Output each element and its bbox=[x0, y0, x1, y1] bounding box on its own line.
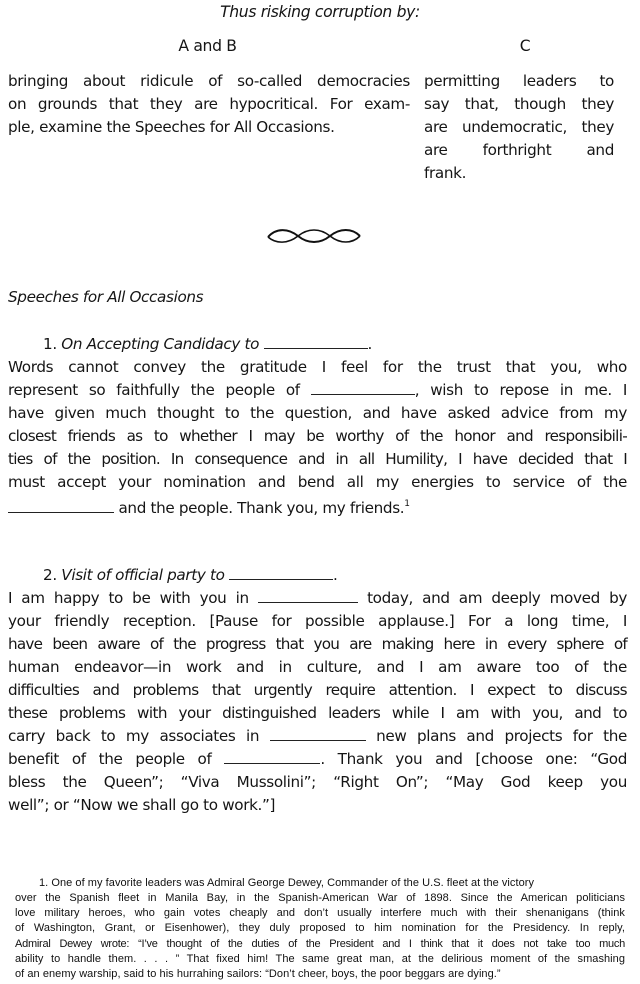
footnote-line: Admiral Dewey wrote: “I’ve thought of the duties of the President and I think that it does not take too much bbox=[15, 938, 625, 950]
footnote-line: love military heroes, who gain votes cheaply and don’t usually interfere much with their shenanigans (think bbox=[15, 907, 625, 919]
column-heading-a-and-b: A and B bbox=[178, 37, 237, 55]
right-column-line: are undemocratic, they bbox=[424, 118, 614, 136]
speech-2-title: Visit of official party to bbox=[61, 566, 225, 584]
speech-1-line: must accept your nomination and bend all my energies to service of the bbox=[8, 473, 627, 491]
footnote-line: of an enemy warship, said to his hurrahing sailors: “Don’t cheer, boys, the poor beggars are dying.” bbox=[15, 968, 501, 980]
speech-2-line: human endeavor—in work and in culture, and I am aware too of the bbox=[8, 658, 627, 676]
speech-1-heading bbox=[43, 333, 372, 356]
speech-2-line: well”; or “Now we shall go to work.”] bbox=[8, 796, 276, 814]
speech-1-line: Words cannot convey the gratitude I feel for the trust that you, who bbox=[8, 358, 627, 376]
footnote-reference[interactable]: 1 bbox=[404, 499, 410, 509]
speech-1-line: ties of the position. In consequence and in all Humility, I have decided that I bbox=[8, 450, 627, 468]
page-heading: Thus risking corruption by: bbox=[220, 3, 420, 21]
fill-in-blank bbox=[224, 749, 320, 764]
speech-1-text: represent so faithfully the people of bbox=[8, 381, 311, 399]
section-title: Speeches for All Occasions bbox=[8, 288, 204, 306]
speech-2-text: I am happy to be with you in bbox=[8, 589, 258, 607]
right-column-line: permitting leaders to bbox=[424, 72, 614, 90]
fill-in-blank bbox=[229, 565, 333, 580]
fill-in-blank bbox=[258, 588, 358, 603]
speech-1-number: 1. bbox=[43, 335, 57, 353]
right-column-line: frank. bbox=[424, 164, 467, 182]
fill-in-blank bbox=[8, 498, 114, 513]
footnote-line: 1. One of my favorite leaders was Admiral George Dewey, Commander of the U.S. fleet at the victory bbox=[39, 877, 535, 889]
speech-1-text: and the people. Thank you, my friends. bbox=[114, 499, 405, 518]
footnote-line: of Washington, Grant, or Eisenhower), they duly proposed to him nomination for the Presidency. In reply, bbox=[15, 922, 625, 934]
speech-1-line bbox=[8, 494, 410, 517]
footnote-line: ability to handle them. . . . ” That fixed him! The same great man, at the delirious moment of the smashing bbox=[15, 953, 625, 965]
speech-2-text: today, and am deeply moved by bbox=[357, 589, 627, 607]
speech-2-line bbox=[8, 725, 627, 748]
speech-1-line bbox=[8, 379, 627, 402]
speech-1-line: closest friends as to whether I may be worthy of the honor and responsibili- bbox=[8, 427, 627, 445]
right-column-line: say that, though they bbox=[424, 95, 614, 113]
speech-2-line: bless the Queen”; “Viva Mussolini”; “Right On”; “May God keep you bbox=[8, 773, 627, 791]
speech-2-heading-period: . bbox=[333, 566, 338, 584]
speech-2-line bbox=[8, 748, 627, 771]
speech-1-text: , wish to repose in me. I bbox=[414, 381, 627, 399]
left-column-line: ple, examine the Speeches for All Occasions. bbox=[8, 118, 335, 136]
fill-in-blank bbox=[311, 380, 415, 395]
wave-ornament-icon bbox=[266, 226, 362, 246]
speech-2-line: these problems with your distinguished leaders while I am with you, and to bbox=[8, 704, 627, 722]
speech-2-line: have been aware of the progress that you are making here in every sphere of bbox=[8, 635, 627, 653]
left-column-line: on grounds that they are hypocritical. For exam- bbox=[8, 95, 410, 113]
speech-2-heading bbox=[43, 564, 337, 587]
speech-2-line: your friendly reception. [Pause for possible applause.] For a long time, I bbox=[8, 612, 627, 630]
footnote-line: over the Spanish fleet in Manila Bay, in the Spanish-American War of 1898. Since the American politicians bbox=[15, 892, 625, 904]
speech-2-line bbox=[8, 587, 627, 610]
column-heading-c: C bbox=[519, 37, 531, 55]
speech-2-text: benefit of the people of bbox=[8, 750, 225, 768]
speech-1-heading-period: . bbox=[367, 335, 373, 353]
fill-in-blank bbox=[270, 726, 366, 741]
speech-1-line: have given much thought to the question, and have asked advice from my bbox=[8, 404, 627, 422]
right-column-line: are forthright and bbox=[424, 141, 614, 159]
speech-2-line: difficulties and problems that urgently require attention. I expect to discuss bbox=[8, 681, 627, 699]
speech-1-title: On Accepting Candidacy to bbox=[61, 335, 260, 353]
speech-2-number: 2. bbox=[43, 566, 57, 584]
speech-2-text: new plans and projects for the bbox=[365, 727, 627, 745]
speech-2-text: carry back to my associates in bbox=[8, 727, 270, 745]
speech-2-text: . Thank you and [choose one: “God bbox=[320, 750, 627, 768]
fill-in-blank bbox=[264, 334, 368, 349]
left-column-line: bringing about ridicule of so-called democracies bbox=[8, 72, 410, 90]
